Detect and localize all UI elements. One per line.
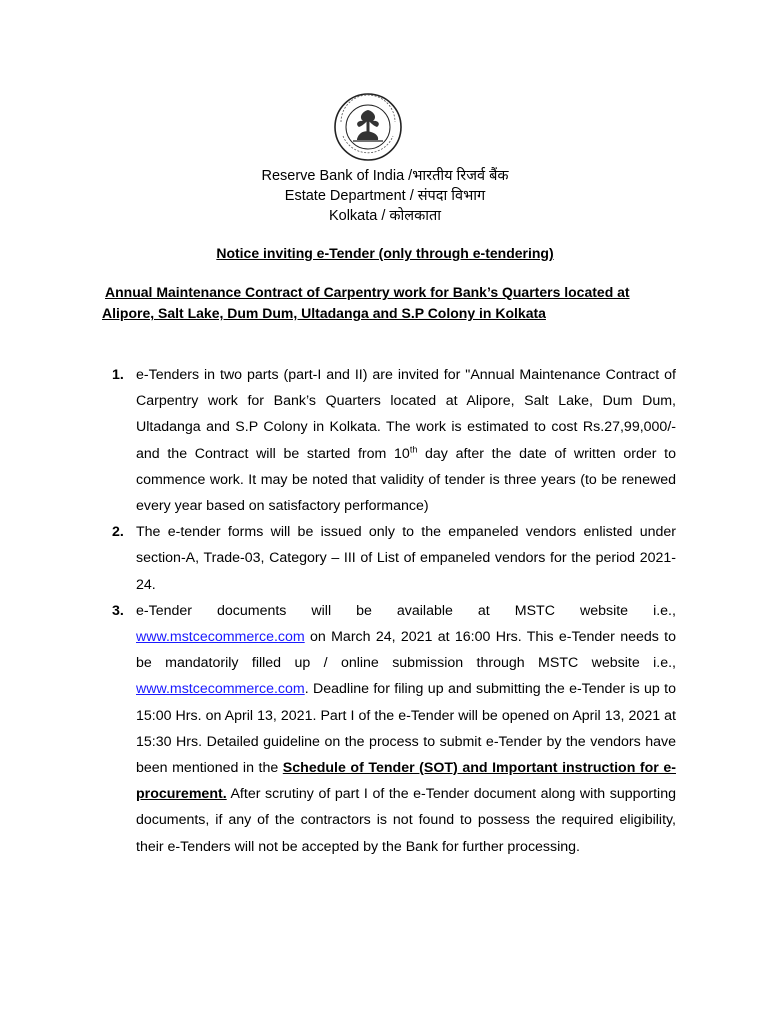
mstc-website-link[interactable]: www.mstcecommerce.com (136, 629, 305, 646)
tender-terms-list (112, 362, 676, 860)
city-name: Kolkata / कोलकाता (328, 208, 442, 224)
document-header (0, 166, 770, 226)
subject-line-2: Alipore, Salt Lake, Dum Dum, Ultadanga and S.P Colony in Kolkata (102, 305, 546, 321)
rbi-seal-logo (333, 92, 403, 162)
item-text: The e-tender forms will be issued only to the empaneled vendors enlisted under section-A, Trade-03, Category – III of List of empaneled vendors for the period 2021-24. (136, 524, 676, 593)
list-item (112, 519, 676, 598)
word: MSTC (514, 602, 555, 619)
word: i.e., (653, 602, 676, 619)
item-text-end: After scrutiny of part I of the e-Tender document along with supporting documents, if any of the contractors is not found to possess the required eligibility, their e-Tenders will not be accepted by the Bank for further processing. (136, 786, 676, 855)
notice-title: Notice inviting e-Tender (only through e-tendering) (216, 245, 554, 261)
word: documents (217, 602, 287, 619)
word: will (311, 602, 332, 619)
word: website (579, 602, 629, 619)
list-item (112, 598, 676, 860)
word: be (356, 602, 372, 619)
word: e-Tender (136, 602, 192, 619)
item-text-cont: day after the date of written order to commence work. It may be noted that validity of tender is three years (to be renewed every year based on satisfactory performance) (136, 445, 676, 515)
word: at (477, 602, 490, 619)
item-number: 1. (112, 367, 124, 383)
superscript: th (409, 443, 418, 454)
org-name: Reserve Bank of India /भारतीय रिजर्व बैंक (261, 168, 509, 184)
word: available (396, 602, 453, 619)
item-number: 3. (112, 602, 124, 619)
list-item (112, 362, 676, 519)
subject-heading (102, 282, 684, 324)
item-text: e-Tenders in two parts (part-I and II) are invited for "Annual Maintenance Contract of Carpentry work for Bank’s Quarters located at Alipore, Salt Lake, Dum Dum, Ultadanga and S.P Colony in Kolkata. The work is estimated to cost Rs.27,99,000/- and the Contract will be started from 10 (136, 367, 676, 462)
sot-instruction-reference: Schedule of Tender (SOT) and Important instruction for e-procurement. (136, 760, 676, 803)
item-first-line (136, 598, 676, 624)
item-text-cont: . Deadline for filing up and submitting the e-Tender is up to 15:00 Hrs. on April 13, 2021. Part I of the e-Tender will be opened on April 13, 2021 at 15:30 Hrs. Detailed guideline on the process to submit e-Tender by the vendors have been mentioned in the (136, 681, 676, 777)
subject-line-1: Annual Maintenance Contract of Carpentry work for Bank’s Quarters located at (105, 284, 630, 300)
department-name: Estate Department / संपदा विभाग (284, 188, 486, 204)
mstc-website-link-2[interactable]: www.mstcecommerce.com (136, 681, 305, 698)
item-text: on March 24, 2021 at 16:00 Hrs. This e-Tender needs to be mandatorily filled up / online submission through MSTC website i.e., (136, 629, 676, 672)
item-number: 2. (112, 524, 124, 541)
